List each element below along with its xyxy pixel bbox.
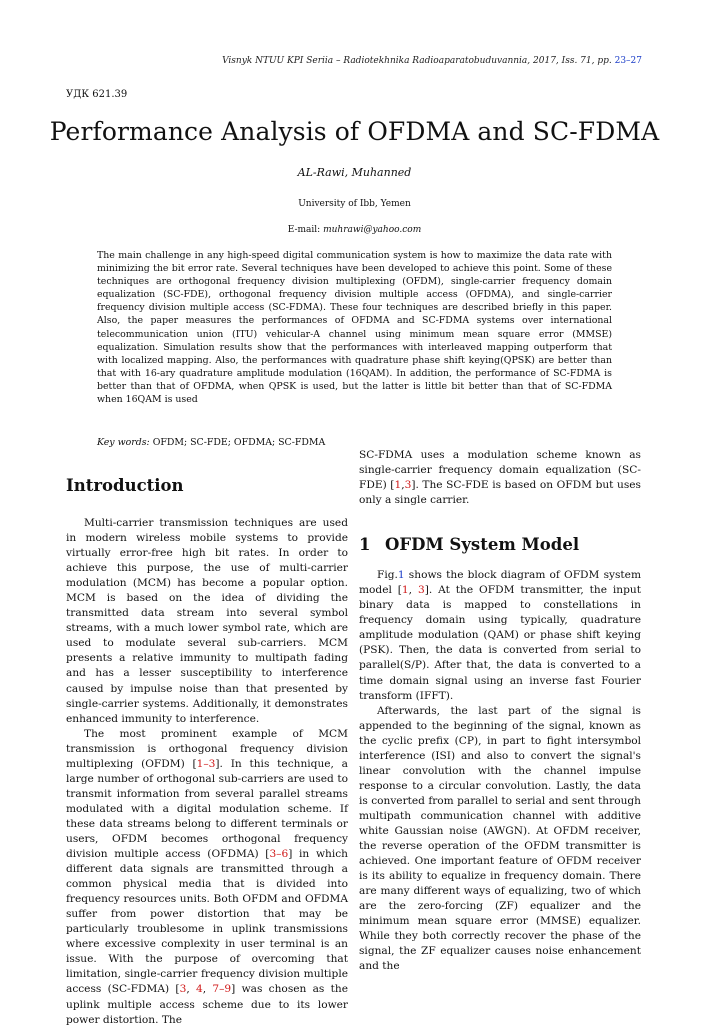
citation-link[interactable]: 1–3	[196, 757, 216, 770]
intro-paragraph-2: The most prominent example of MCM transmission is orthogonal frequency division multiplexing (OFDM) [1–3]. In this technique, a large number of orthogonal sub-carriers are used to transmit information from several parallel streams modulated with a digital modulation scheme. If these data streams belong to different terminals or users, OFDM becomes orthogonal frequency division multiple access (OFDMA) [3–6] in which different data signals are transmitted through a common physical media that is divided into frequency resources units. Both OFDM and OFDMA suffer from power distortion that may be particularly troublesome in uplink transmissions where excessive complexity in user terminal is an issue. With the purpose of overcoming that limitation, single-carrier frequency division multiple access (SC-FDMA) [3, 4, 7–9] was chosen as the uplink multiple access scheme due to its lower power distortion. The	[66, 727, 348, 1026]
keywords-list: OFDM; SC-FDE; OFDMA; SC-FDMA	[152, 437, 326, 448]
section-title: OFDM System Model	[385, 535, 580, 555]
section-1-paragraph-2: Afterwards, the last part of the signal is appended to the beginning of the signal, known as the cyclic prefix (CP), in part to fight intersymbol interference (ISI) and also to convert the signal's linear convolution with the channel impulse response to a circular convolution. Lastly, the data is converted from parallel to serial and sent through multipath communication channel with additive white Gaussian noise (AWGN). At OFDM receiver, the reverse operation of the OFDM transmitter is achieved. One important feature of OFDM receiver is its ability to equalize in frequency domain. There are many different ways of equalizing, two of which are the zero-forcing (ZF) equalizer and the minimum mean square error (MMSE) equalizer. While they both correctly recover the phase of the signal, the ZF equalizer causes noise enhancement and the	[359, 704, 641, 973]
section-number: 1	[359, 535, 371, 555]
citation-link[interactable]: 1	[401, 584, 409, 597]
right-column	[359, 448, 641, 974]
journal-citation: Visnyk NTUU KPI Seriia – Radiotekhnika Radioaparatobuduvannia, 2017, Iss. 71, pp.	[222, 56, 612, 66]
introduction-heading: Introduction	[66, 476, 184, 495]
email-label: E-mail:	[287, 225, 321, 235]
section-1-paragraph-1: Fig.1 shows the block diagram of OFDM system model [1, 3]. At the OFDM transmitter, the input binary data is mapped to constellations in frequency domain using typically, quadrature amplitude modulation (QAM) or phase shift keying (PSK). Then, the data is converted from serial to parallel(S/P). After that, the data is converted to a time domain signal using an inverse fast Fourier transform (IFFT).	[359, 569, 641, 702]
citation-link[interactable]: 3	[417, 584, 425, 597]
keywords	[97, 437, 612, 448]
email-address[interactable]: muhrawi@yahoo.com	[323, 225, 422, 235]
running-head	[42, 56, 642, 66]
figure-link[interactable]: 1	[397, 569, 405, 582]
paper-title: Performance Analysis of OFDMA and SC-FDMA	[49, 117, 660, 146]
section-1-heading	[359, 535, 641, 555]
keywords-label: Key words:	[97, 437, 150, 448]
author-name: AL-Rawi, Muhanned	[297, 166, 412, 179]
citation-link[interactable]: 7–9	[212, 983, 232, 996]
citation-link[interactable]: 3–6	[269, 848, 289, 861]
right-paragraph-0: SC-FDMA uses a modulation scheme known as single-carrier frequency domain equalization (SC-FDE) [1,3]. The SC-FDE is based on OFDM but uses only a single carrier.	[359, 449, 641, 507]
citation-link[interactable]: 3	[404, 479, 412, 492]
email-line	[0, 225, 709, 235]
affiliation: University of Ibb, Yemen	[298, 199, 411, 209]
citation-link[interactable]: 1	[394, 479, 402, 492]
citation-link[interactable]: 3	[179, 983, 187, 996]
citation-link[interactable]: 4	[195, 983, 203, 996]
page-range-link[interactable]: 23–27	[614, 56, 642, 66]
left-column	[66, 476, 348, 1028]
intro-paragraph-1: Multi-carrier transmission techniques are used in modern wireless mobile systems to provide virtually error-free high bit rates. In order to achieve this purpose, the use of multi-carrier modulation (MCM) has become a popular option. MCM is based on the idea of dividing the transmitted data stream into several symbol streams, with a much lower symbol rate, which are used to modulate several sub-carriers. MCM presents a relative immunity to multipath fading and has a lesser susceptibility to interference caused by impulse noise than that presented by single-carrier systems. Additionally, it demonstrates enhanced immunity to interference.	[66, 517, 348, 725]
abstract: The main challenge in any high-speed digital communication system is how to maximize the data rate with minimizing the bit error rate. Several techniques have been developed to achieve this point. Some of these techniques are orthogonal frequency division multiplexing (OFDM), single-carrier frequency domain equalization (SC-FDE), orthogonal frequency division multiple access (OFDMA), and single-carrier frequency division multiple access (SC-FDMA). These four techniques are described briefly in this paper. Also, the paper measures the performances of OFDMA and SC-FDMA systems over international telecommunication union (ITU) vehicular-A channel using minimum mean square error (MMSE) equalization. Simulation results show that the performances with interleaved mapping outperform that with localized mapping. Also, the performances with quadrature phase shift keying(QPSK) are better than that with 16-ary quadrature amplitude modulation (16QAM). In addition, the performance of SC-FDMA is better than that of OFDMA, when QPSK is used, but the latter is little bit better than that of SC-FDMA when 16QAM is used	[97, 250, 612, 406]
udk-code: УДК 621.39	[66, 89, 128, 100]
